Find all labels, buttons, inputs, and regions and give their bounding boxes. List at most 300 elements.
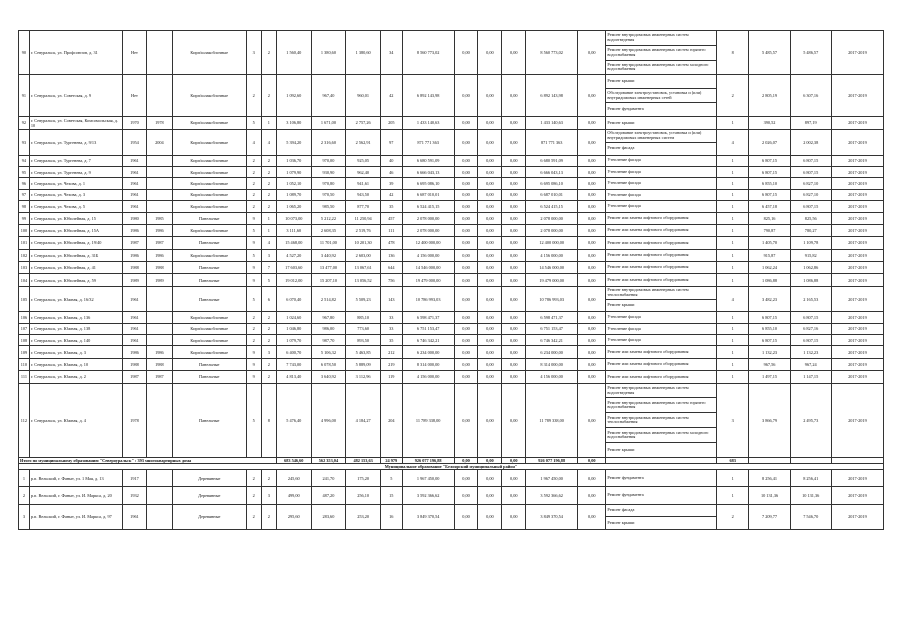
- limit-cost-cell: 6 827,10: [790, 189, 831, 200]
- wall-material-cell: Панельные: [172, 262, 246, 274]
- row-number: 3: [19, 504, 30, 529]
- residential-area-cell: 2 519,76: [346, 224, 381, 236]
- living-area-cell: 2 316,60: [311, 130, 346, 155]
- row-number: 108: [19, 335, 30, 346]
- living-area-cell: 4 996,00: [311, 383, 346, 457]
- fund-other-cell: 0,00: [578, 335, 606, 346]
- floors-cell: 9: [246, 371, 261, 383]
- residential-area-cell: 885,10: [346, 312, 381, 323]
- year-renovated-cell: 2004: [146, 130, 172, 155]
- row-number: 94: [19, 155, 30, 166]
- works-cell: [606, 335, 717, 346]
- residents-cell: 644: [380, 262, 402, 274]
- work-item: Утепление фасада: [607, 203, 641, 208]
- year-renovated-cell: [146, 504, 172, 529]
- year-built-cell: 1961: [123, 155, 147, 166]
- works-cell: [606, 189, 717, 200]
- total-area-cell: 7 743,00: [276, 358, 311, 370]
- fund-local-cell: 0,00: [502, 371, 526, 383]
- row-number: 97: [19, 189, 30, 200]
- specific-cost-cell: 3 482,23: [749, 286, 790, 311]
- limit-cost-cell: 6 807,15: [790, 201, 831, 212]
- year-built-cell: 1986: [123, 346, 147, 358]
- fund-owners-cell: 6 746 342,21: [526, 335, 578, 346]
- fund-owners-cell: 2 078 000,00: [526, 224, 578, 236]
- address-cell: г. Севуральск, ул. Тургенева, д. 7: [29, 155, 122, 166]
- specific-cost-cell: 790,87: [749, 224, 790, 236]
- work-item: Ремонт внутридомовых инженерных систем водоотведения: [606, 31, 716, 46]
- specific-cost-cell: 6 855,10: [749, 323, 790, 334]
- work-item: Ремонт внутридомовых инженерных систем горячего водоснабжения: [606, 46, 716, 61]
- table-row: [19, 383, 884, 457]
- fund-federal-cell: 0,00: [454, 371, 478, 383]
- fund-local-cell: 0,00: [502, 323, 526, 334]
- residents-cell: 143: [380, 286, 402, 311]
- wall-material-cell: Панельные: [172, 212, 246, 224]
- fund-regional-cell: 0,00: [478, 178, 502, 189]
- cost-cell: 10 786 993,03: [402, 286, 454, 311]
- table-row: [19, 487, 884, 504]
- address-cell: г. Севуральск, ул. Юбилейная, д. 19/40: [29, 237, 122, 249]
- limit-cost-cell: 825,56: [790, 212, 831, 224]
- fund-owners-cell: 6 751 153,47: [526, 323, 578, 334]
- total-label: Итого по муниципальному образованию "Североуральск" : 393 многоквартирных дома: [19, 457, 277, 463]
- specific-cost-cell: 1 062,24: [749, 262, 790, 274]
- fund-owners-cell: 6 687 010,01: [526, 189, 578, 200]
- address-cell: г. Севуральск, ул. Юбилейная, д. 41: [29, 262, 122, 274]
- fund-federal-cell: 0,00: [454, 166, 478, 177]
- fund-federal-cell: 0,00: [454, 504, 478, 529]
- period-cell: 2017-2019: [831, 286, 883, 311]
- year-renovated-cell: [146, 383, 172, 457]
- fund-regional-cell: 0,00: [478, 469, 502, 486]
- specific-cost-cell: 1 497,15: [749, 371, 790, 383]
- period-cell: 2017-2019: [831, 224, 883, 236]
- residents-cell: 478: [380, 237, 402, 249]
- row-number: 106: [19, 312, 30, 323]
- wall-material-cell: Панельные: [172, 274, 246, 286]
- period-cell: 2017-2019: [831, 116, 883, 129]
- floors-cell: 4: [246, 130, 261, 155]
- fund-federal-cell: 0,00: [454, 383, 478, 457]
- floors-cell: 2: [246, 323, 261, 334]
- fund-federal-cell: 0,00: [454, 237, 478, 249]
- table-row: [19, 166, 884, 177]
- units-cell: 2: [716, 75, 749, 116]
- fund-other-cell: 0,00: [578, 371, 606, 383]
- total-area-cell: 295,60: [276, 504, 311, 529]
- cost-cell: 12 400 000,00: [402, 237, 454, 249]
- fund-other-cell: 0,00: [578, 487, 606, 504]
- living-area-cell: 5 212,22: [311, 212, 346, 224]
- work-item: Ремонт или замена лифтового оборудования: [607, 373, 689, 379]
- total-area-cell: 6 400,70: [276, 346, 311, 358]
- address-cell: г. Севуральск, ул. Советская, д. 9: [29, 75, 122, 116]
- fund-local-cell: 0,00: [502, 286, 526, 311]
- specific-cost-cell: 1 132,23: [749, 346, 790, 358]
- row-number: 1: [19, 469, 30, 486]
- work-item: Ремонт или замена лифтового оборудования: [607, 276, 689, 282]
- address-cell: г. Севуральск, ул. Профсоюзов, д. 31: [29, 31, 122, 75]
- fund-other-cell: 0,00: [578, 31, 606, 75]
- fund-other-cell: 0,00: [578, 358, 606, 370]
- total-area-cell: 1 046,80: [276, 323, 311, 334]
- wall-material-cell: Кирп/шлакоблочные: [172, 189, 246, 200]
- fund-other-cell: 0,00: [578, 201, 606, 212]
- table-row: [19, 201, 884, 212]
- total-area: 683 546,60: [276, 457, 311, 463]
- fund-other-cell: 0,00: [578, 224, 606, 236]
- fund-regional-cell: 0,00: [478, 312, 502, 323]
- fund-owners-cell: 14 546 000,00: [526, 262, 578, 274]
- period-cell: 2017-2019: [831, 130, 883, 155]
- row-number: 102: [19, 249, 30, 261]
- fund-regional-cell: 0,00: [478, 249, 502, 261]
- fund-federal-cell: 0,00: [454, 249, 478, 261]
- capital-repair-register: [18, 30, 884, 530]
- fund-local-cell: 0,00: [502, 487, 526, 504]
- floors-cell: 9: [246, 274, 261, 286]
- residential-area-cell: 4 184,27: [346, 383, 381, 457]
- entrances-cell: 2: [261, 312, 276, 323]
- total-area-cell: 1 079,70: [276, 335, 311, 346]
- period-cell: 2017-2019: [831, 166, 883, 177]
- specific-cost-cell: 6 807,15: [749, 155, 790, 166]
- total-area-cell: 3 106,80: [276, 116, 311, 129]
- fund-other-cell: 0,00: [578, 237, 606, 249]
- fund-other-cell: 0,00: [578, 212, 606, 224]
- units-cell: 1: [716, 178, 749, 189]
- year-renovated-cell: 1986: [146, 346, 172, 358]
- entrances-cell: 4: [261, 237, 276, 249]
- living-area-cell: 15 207,10: [311, 274, 346, 286]
- works-cell: [606, 487, 717, 504]
- units-cell: 1: [716, 371, 749, 383]
- units-cell: 1: [716, 249, 749, 261]
- address-cell: г. Севуральск, ул. Южная, д. 3: [29, 346, 122, 358]
- cost-cell: 14 546 000,00: [402, 262, 454, 274]
- period-cell: 2017-2019: [831, 312, 883, 323]
- specific-cost-cell: 6 807,15: [749, 335, 790, 346]
- fund-federal-cell: 0,00: [454, 358, 478, 370]
- cost-cell: 2 078 000,00: [402, 224, 454, 236]
- specific-cost-cell: 5 485,57: [749, 31, 790, 75]
- fund-other-cell: 0,00: [578, 274, 606, 286]
- fund-local-cell: 0,00: [502, 504, 526, 529]
- year-renovated-cell: [146, 166, 172, 177]
- residential-area-cell: 5 509,23: [346, 286, 381, 311]
- cost-cell: 11 789 338,00: [402, 383, 454, 457]
- specific-cost-cell: 6 457,18: [749, 201, 790, 212]
- residents-cell: 119: [380, 371, 402, 383]
- work-item: Ремонт крыши: [607, 119, 635, 125]
- address-cell: г. Севуральск, ул. Юбилейная, д. 15: [29, 212, 122, 224]
- floors-cell: 5: [246, 286, 261, 311]
- works-cell: [606, 249, 717, 261]
- fund-local-cell: 0,00: [502, 155, 526, 166]
- total-area-cell: 6 070,40: [276, 286, 311, 311]
- wall-material-cell: Панельные: [172, 237, 246, 249]
- work-item: Утепление фасада: [607, 336, 641, 342]
- address-cell: г. Севуральск, ул. Тургенева, д. 9: [29, 166, 122, 177]
- residential-area-cell: 13 067,61: [346, 262, 381, 274]
- fund-federal-cell: 0,00: [454, 155, 478, 166]
- table-row: [19, 469, 884, 486]
- residential-area-cell: 773,60: [346, 323, 381, 334]
- table-row: [19, 323, 884, 334]
- fund-federal-cell: 0,00: [454, 75, 478, 116]
- works-cell: [606, 212, 717, 224]
- cost-cell: 1 433 140,63: [402, 116, 454, 129]
- row-number: 111: [19, 371, 30, 383]
- living-area-cell: 11 701,00: [311, 237, 346, 249]
- year-renovated-cell: [146, 189, 172, 200]
- fund-owners-cell: 6 598 471,37: [526, 312, 578, 323]
- living-area-cell: 13 477,00: [311, 262, 346, 274]
- table-row: [19, 249, 884, 261]
- living-area-cell: 986,00: [311, 323, 346, 334]
- work-item: Ремонт внутридомовых инженерных систем холодного водоснабжения: [607, 61, 709, 72]
- total-cost: 926 077 196,88: [402, 457, 454, 463]
- period-cell: 2017-2019: [831, 358, 883, 370]
- address-cell: р.п. Вельский, г. Фаныт, ул. И. Маркса, д. 97: [29, 504, 122, 529]
- total-area-cell: 1 079,90: [276, 166, 311, 177]
- fund-regional-cell: 0,00: [478, 116, 502, 129]
- residential-area-cell: 962,40: [346, 166, 381, 177]
- period-cell: 2017-2019: [831, 335, 883, 346]
- floors-cell: 2: [246, 487, 261, 504]
- units-cell: 1: [716, 262, 749, 274]
- entrances-cell: 2: [261, 75, 276, 116]
- wall-material-cell: Кирп/шлакоблочные: [172, 312, 246, 323]
- year-renovated-cell: 1988: [146, 358, 172, 370]
- specific-cost-cell: 2 026,07: [749, 130, 790, 155]
- work-item: Ремонт внутридомовых инженерных систем теплоснабжения: [606, 287, 716, 300]
- work-item: Утепление фасада: [607, 191, 641, 197]
- wall-material-cell: Кирп/шлакоблочные: [172, 201, 246, 212]
- living-area-cell: 970,50: [311, 189, 346, 200]
- cost-cell: 19 479 000,00: [402, 274, 454, 286]
- cost-cell: 6 687 010,01: [402, 189, 454, 200]
- living-area-cell: 3 440,92: [311, 249, 346, 261]
- address-cell: г. Севуральск, ул. Юбилейная, д. 15А: [29, 224, 122, 236]
- year-built-cell: 1988: [123, 262, 147, 274]
- year-built-cell: 1961: [123, 504, 147, 529]
- specific-cost-cell: 1 086,88: [749, 274, 790, 286]
- fund-federal-cell: 0,00: [454, 274, 478, 286]
- table-row: [19, 237, 884, 249]
- fund-local-cell: 0,00: [502, 262, 526, 274]
- limit-cost-cell: 2 002,38: [790, 130, 831, 155]
- year-renovated-cell: [146, 178, 172, 189]
- fund-local-cell: 0,00: [502, 130, 526, 155]
- work-item: Ремонт внутридомовых инженерных систем холодного водоснабжения: [606, 428, 716, 443]
- fund-owners-cell: 1 967 450,00: [526, 469, 578, 486]
- fund-local-cell: 0,00: [502, 75, 526, 116]
- fund-owners-cell: 10 786 993,03: [526, 286, 578, 311]
- year-built-cell: 1989: [123, 274, 147, 286]
- cost-cell: 3 592 366,62: [402, 487, 454, 504]
- table-row: [19, 178, 884, 189]
- residential-area-cell: 943,50: [346, 189, 381, 200]
- wall-material-cell: Панельные: [172, 286, 246, 311]
- total-c1: 0,00: [454, 457, 478, 463]
- year-renovated-cell: 1986: [146, 249, 172, 261]
- table-row: [19, 335, 884, 346]
- living-area-cell: 487,20: [311, 487, 346, 504]
- address-cell: г. Севуральск, ул. Южная, д. 2: [29, 371, 122, 383]
- wall-material-cell: Панельные: [172, 358, 246, 370]
- works-cell: [606, 130, 717, 155]
- wall-material-cell: Кирп/шлакоблочные: [172, 155, 246, 166]
- work-item: Ремонт или замена лифтового оборудования: [607, 214, 689, 220]
- living-area-cell: 970,80: [311, 178, 346, 189]
- units-cell: 4: [716, 130, 749, 155]
- work-item: Ремонт или замена лифтового оборудования: [607, 252, 689, 258]
- year-built-cell: 1961: [123, 166, 147, 177]
- residential-area-cell: 5 463,85: [346, 346, 381, 358]
- cost-cell: 8 314 000,00: [402, 358, 454, 370]
- total-area-cell: 19 012,00: [276, 274, 311, 286]
- entrances-cell: 8: [261, 383, 276, 457]
- floors-cell: 9: [246, 346, 261, 358]
- fund-owners-cell: 11 789 338,00: [526, 383, 578, 457]
- wall-material-cell: Кирп/шлакоблочные: [172, 130, 246, 155]
- year-renovated-cell: 1986: [146, 224, 172, 236]
- work-item: Ремонт или замена лифтового оборудования: [607, 227, 689, 233]
- limit-cost-cell: 6 307,16: [790, 75, 831, 116]
- fund-owners-cell: 6 666 043,13: [526, 166, 578, 177]
- entrances-cell: 6: [261, 286, 276, 311]
- limit-cost-cell: 10 131,36: [790, 487, 831, 504]
- cost-cell: 6 695 086,10: [402, 178, 454, 189]
- residents-cell: 756: [380, 274, 402, 286]
- fund-regional-cell: 0,00: [478, 504, 502, 529]
- residents-cell: 39: [380, 178, 402, 189]
- table-row: [19, 224, 884, 236]
- entrances-cell: 2: [261, 358, 276, 370]
- total-area-cell: 499,00: [276, 487, 311, 504]
- work-item: Ремонт или замена лифтового оборудования: [607, 264, 689, 270]
- living-area-cell: 987,70: [311, 335, 346, 346]
- year-built-cell: 1961: [123, 178, 147, 189]
- work-item: Ремонт фасада: [607, 145, 635, 151]
- fund-local-cell: 0,00: [502, 237, 526, 249]
- residents-cell: 111: [380, 224, 402, 236]
- limit-cost-cell: 6 807,15: [790, 312, 831, 323]
- period-cell: 2017-2019: [831, 262, 883, 274]
- entrances-cell: 1: [261, 224, 276, 236]
- period-cell: 2017-2019: [831, 155, 883, 166]
- year-built-cell: 1917: [123, 469, 147, 486]
- address-cell: г. Севуральск, ул. Южная, д. 140: [29, 335, 122, 346]
- residential-area-cell: 893,50: [346, 335, 381, 346]
- row-number: 112: [19, 383, 30, 457]
- section-title: Муниципальное образование "Белоярский муниципальный район": [19, 463, 884, 469]
- entrances-cell: 1: [261, 116, 276, 129]
- year-renovated-cell: [146, 487, 172, 504]
- living-area-cell: 6 078,50: [311, 358, 346, 370]
- wall-material-cell: Кирп/шлакоблочные: [172, 335, 246, 346]
- fund-other-cell: 0,00: [578, 286, 606, 311]
- residents-cell: 34: [380, 31, 402, 75]
- address-cell: г. Севуральск, ул. Южная, д. 10: [29, 358, 122, 370]
- period-cell: 2017-2019: [831, 371, 883, 383]
- work-item: Ремонт крыши: [606, 75, 716, 89]
- address-cell: г. Севуральск, ул. Юбилейная, д. 59: [29, 274, 122, 286]
- address-cell: г. Севуральск, ул. Тургенева, д. 9/13: [29, 130, 122, 155]
- residents-cell: 15: [380, 487, 402, 504]
- living-area-cell: 241,70: [311, 469, 346, 486]
- fund-owners-cell: 4 156 000,00: [526, 249, 578, 261]
- cost-cell: 8 560 773,02: [402, 31, 454, 75]
- year-renovated-cell: [146, 335, 172, 346]
- fund-owners-cell: 6 234 000,00: [526, 346, 578, 358]
- fund-federal-cell: 0,00: [454, 346, 478, 358]
- residents-cell: 35: [380, 335, 402, 346]
- units-cell: 1: [716, 346, 749, 358]
- floors-cell: 2: [246, 312, 261, 323]
- total-area-cell: 5 394,20: [276, 130, 311, 155]
- total-area-cell: 1 560,40: [276, 31, 311, 75]
- fund-other-cell: 0,00: [578, 178, 606, 189]
- works-cell: [606, 274, 717, 286]
- floors-cell: 2: [246, 166, 261, 177]
- residents-cell: 35: [380, 201, 402, 212]
- fund-federal-cell: 0,00: [454, 262, 478, 274]
- fund-local-cell: 0,00: [502, 469, 526, 486]
- address-cell: р.п. Вельский, г. Фаныт, ул. 1 Мая, д. 13: [29, 469, 122, 486]
- cost-cell: 4 156 000,00: [402, 249, 454, 261]
- floors-cell: 5: [246, 116, 261, 129]
- work-item: Ремонт внутридомовых инженерных систем теплоснабжения: [606, 413, 716, 428]
- row-number: 96: [19, 178, 30, 189]
- total-area-cell: 10 073,00: [276, 212, 311, 224]
- fund-federal-cell: 0,00: [454, 31, 478, 75]
- works-cell: [606, 155, 717, 166]
- row-number: 92: [19, 116, 30, 129]
- address-cell: г. Севуральск, ул. Чехова, д. 5: [29, 201, 122, 212]
- fund-federal-cell: 0,00: [454, 224, 478, 236]
- entrances-cell: 5: [261, 274, 276, 286]
- specific-cost-cell: 6 807,15: [749, 189, 790, 200]
- period-cell: 2017-2019: [831, 31, 883, 75]
- residents-cell: 457: [380, 212, 402, 224]
- residents-cell: 136: [380, 249, 402, 261]
- year-renovated-cell: 1978: [146, 116, 172, 129]
- year-built-cell: 1987: [123, 237, 147, 249]
- fund-local-cell: 0,00: [502, 335, 526, 346]
- work-item: Ремонт крыши: [607, 302, 635, 308]
- year-built-cell: 1978: [123, 383, 147, 457]
- period-cell: 2017-2019: [831, 212, 883, 224]
- address-cell: г. Севуральск, ул. Южная, д. 16/32: [29, 286, 122, 311]
- table-row: [19, 286, 884, 311]
- wall-material-cell: Кирп/шлакоблочные: [172, 323, 246, 334]
- work-item: Ремонт фундамента: [607, 106, 644, 112]
- limit-cost-cell: 6 807,15: [790, 335, 831, 346]
- limit-cost-cell: 1 132,23: [790, 346, 831, 358]
- floors-cell: 2: [246, 504, 261, 529]
- year-renovated-cell: 1987: [146, 371, 172, 383]
- fund-local-cell: 0,00: [502, 189, 526, 200]
- fund-other-cell: 0,00: [578, 189, 606, 200]
- row-number: 2: [19, 487, 30, 504]
- residential-area-cell: 925,05: [346, 155, 381, 166]
- cost-cell: 6 680 591,09: [402, 155, 454, 166]
- works-cell: [606, 504, 717, 529]
- works-cell: [606, 312, 717, 323]
